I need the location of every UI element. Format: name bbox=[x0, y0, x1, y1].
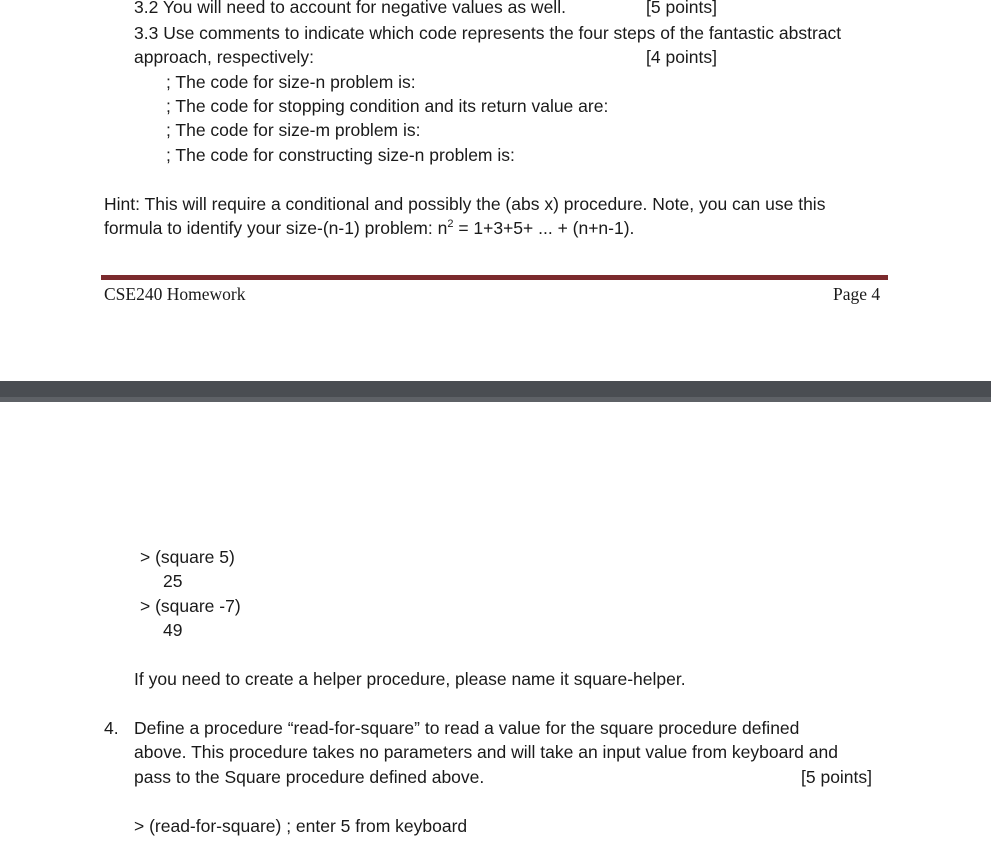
question-3-3-line-2: approach, respectively: bbox=[134, 47, 314, 67]
example-result-49: 49 bbox=[163, 620, 183, 640]
helper-note: If you need to create a helper procedure, please name it square-helper. bbox=[134, 669, 686, 689]
footer-left: CSE240 Homework bbox=[104, 284, 246, 304]
question-4-line-1: Define a procedure “read-for-square” to read a value for the square procedure defined bbox=[134, 718, 800, 738]
comment-size-m: ; The code for size-m problem is: bbox=[166, 120, 421, 140]
comment-constructing-size-n: ; The code for constructing size-n problem is: bbox=[166, 145, 515, 165]
footer-page-number: Page 4 bbox=[833, 284, 881, 304]
hint-formula-exponent: 2 bbox=[447, 218, 454, 230]
question-4-line-3: pass to the Square procedure defined above. bbox=[134, 767, 485, 787]
footer-rule bbox=[101, 275, 888, 280]
question-4-points: [5 points] bbox=[801, 767, 873, 787]
example-square-neg-7: > (square -7) bbox=[140, 596, 241, 616]
example-read-for-square: > (read-for-square) ; enter 5 from keyboard bbox=[134, 816, 468, 836]
comment-stopping-condition: ; The code for stopping condition and its return value are: bbox=[166, 96, 609, 116]
question-3-3-points: [4 points] bbox=[646, 47, 718, 67]
page-separator bbox=[0, 381, 991, 402]
hint-line-2 bbox=[104, 217, 634, 239]
question-3-2-points: [5 points] bbox=[646, 0, 718, 17]
question-4-line-2: above. This procedure takes no parameters and will take an input value from keyboard and bbox=[134, 742, 838, 762]
hint-line-1: Hint: This will require a conditional and possibly the (abs x) procedure. Note, you can use this bbox=[104, 194, 826, 214]
example-result-25: 25 bbox=[163, 571, 183, 591]
hint-formula-prefix: formula to identify your size-(n-1) problem: n bbox=[104, 218, 448, 238]
example-square-5: > (square 5) bbox=[140, 547, 235, 567]
comment-size-n: ; The code for size-n problem is: bbox=[166, 72, 416, 92]
question-3-3-line-1: 3.3 Use comments to indicate which code represents the four steps of the fantastic abstract bbox=[134, 23, 842, 43]
hint-formula-suffix: = 1+3+5+ ... + (n+n-1). bbox=[453, 218, 635, 238]
question-3-2: 3.2 You will need to account for negative values as well. bbox=[134, 0, 566, 17]
question-4-number: 4. bbox=[104, 718, 119, 738]
